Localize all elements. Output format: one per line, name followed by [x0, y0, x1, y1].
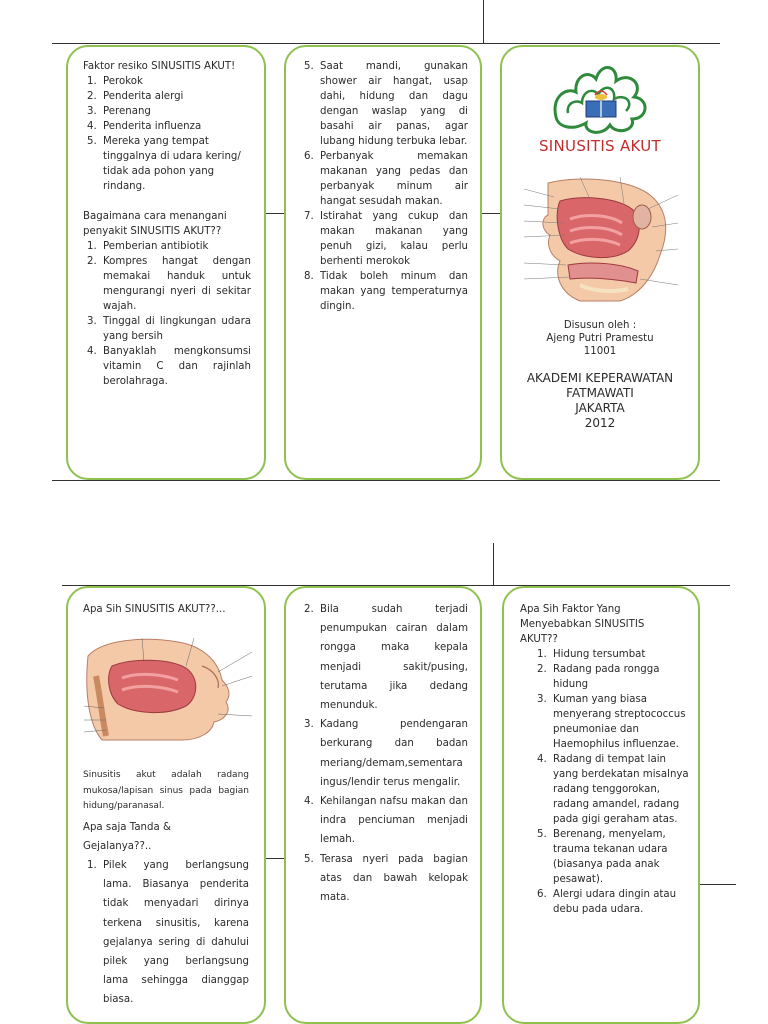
list-item: 2. Kompres hangat dengan memakai handuk untuk mengurangi nyeri di sekitar wajah. [100, 254, 251, 314]
author-id: 11001 [583, 346, 617, 357]
list-item: 2. Radang pada rongga hidung [550, 662, 690, 692]
fold-mark-mid [493, 543, 494, 585]
list-item: 6. Perbanyak memakan makanan yang pedas dan perbanyak minum air hangat sesudah makan. [317, 149, 468, 209]
institution-city: JAKARTA [575, 401, 625, 415]
list-item: 4. Radang di tempat lain yang berdekatan misalnya radang tenggorokan, radang amandel, radang pada gigi geraham atas. [550, 752, 690, 827]
risk-factors-title: Faktor resiko SINUSITIS AKUT! [83, 61, 236, 72]
fold-line-2a [264, 858, 286, 859]
nasal-anatomy-illustration [520, 175, 682, 305]
symptoms-title: Apa saja Tanda & Gejalanya??.. [83, 822, 171, 852]
list-item: 1. Perokok [100, 74, 251, 89]
what-is-title: Apa Sih SINUSITIS AKUT??... [83, 604, 226, 615]
page1-left-panel [66, 45, 266, 480]
list-item: 8. Tidak boleh minum dan makan yang temperaturnya dingin. [317, 269, 468, 314]
list-item: 4. Banyaklah mengkonsumsi vitamin C dan rajinlah berolahraga. [100, 344, 251, 389]
list-item: 2. Penderita alergi [100, 89, 251, 104]
trim-line-mid-1 [52, 480, 720, 481]
page2-left-panel [66, 586, 266, 1024]
page1-middle-panel [284, 45, 482, 480]
definition-text: Sinusitis akut adalah radang mukosa/lapisan sinus pada bagian hidung/paranasal. [83, 770, 249, 811]
author-name: Ajeng Putri Pramestu [546, 333, 654, 344]
institution-line1: AKADEMI KEPERAWATAN [526, 371, 674, 385]
head-crosssection-illustration [82, 636, 254, 744]
list-item: 3. Kadang pendengaran berkurang dan badan meriang/demam,sementara ingus/lendir terus mengalir. [317, 715, 468, 792]
publication-year: 2012 [584, 416, 616, 430]
list-item: 5. Berenang, menyelam, trauma tekanan udara (biasanya pada anak pesawat). [550, 827, 690, 887]
list-item: 5. Saat mandi, gunakan shower air hangat, usap dahi, hidung dan dagu dengan waslap yang di basahi air panas, agar lubang hidung terbuka lebar. [317, 59, 468, 149]
fold-line-2b [700, 884, 736, 885]
institution-line2: FATMAWATI [566, 386, 634, 400]
list-item: 4. Kehilangan nafsu makan dan indra penciuman menjadi lemah. [317, 792, 468, 850]
list-item: 3. Perenang [100, 104, 251, 119]
symptoms-list [83, 856, 249, 1010]
causes-title: Apa Sih Faktor Yang Menyebabkan SINUSITIS AKUT?? [520, 604, 645, 645]
fold-line-1a [264, 213, 286, 214]
prepared-by-label: Disusun oleh : [563, 320, 637, 331]
list-item: 7. Istirahat yang cukup dan makan makanan yang penuh gizi, kalau perlu berhenti merokok [317, 209, 468, 269]
treatment-list [83, 239, 251, 389]
symptoms-list-continued [300, 600, 468, 907]
cover-title: SINUSITIS AKUT [538, 137, 661, 155]
page1-cover-panel [500, 45, 700, 480]
list-item: 1. Pilek yang berlangsung lama. Biasanya penderita tidak menyadari dirinya terkena sinusitis, karena gejalanya sering di dahului pilek yang berlangsung lama sehingga dianggap biasa. [100, 856, 249, 1010]
list-item: 4. Penderita influenza [100, 119, 251, 134]
treatment-list-continued [300, 59, 468, 314]
list-item: 5. Terasa nyeri pada bagian atas dan bawah kelopak mata. [317, 850, 468, 908]
list-item: 1. Pemberian antibiotik [100, 239, 251, 254]
causes-list [520, 647, 690, 917]
list-item: 3. Tinggal di lingkungan udara yang bersih [100, 314, 251, 344]
list-item: 6. Alergi udara dingin atau debu pada udara. [550, 887, 690, 917]
list-item: 2. Bila sudah terjadi penumpukan cairan dalam rongga maka kepala menjadi sakit/pusing, terutama jika dedang menunduk. [317, 600, 468, 715]
page2-right-panel [502, 586, 700, 1024]
list-item: 5. Mereka yang tempat tinggalnya di udara kering/ tidak ada pohon yang rindang. [100, 134, 251, 194]
trim-line-top [52, 43, 720, 44]
list-item: 3. Kuman yang biasa menyerang streptococcus pneumoniae dan Haemophilus influenzae. [550, 692, 690, 752]
fold-mark-top [483, 0, 484, 44]
fold-line-1b [480, 213, 502, 214]
page2-middle-panel [284, 586, 482, 1024]
treatment-title: Bagaimana cara menangani penyakit SINUSITIS AKUT?? [83, 211, 227, 237]
academy-logo [546, 57, 656, 137]
risk-factors-list [83, 74, 251, 194]
list-item: 1. Hidung tersumbat [550, 647, 690, 662]
